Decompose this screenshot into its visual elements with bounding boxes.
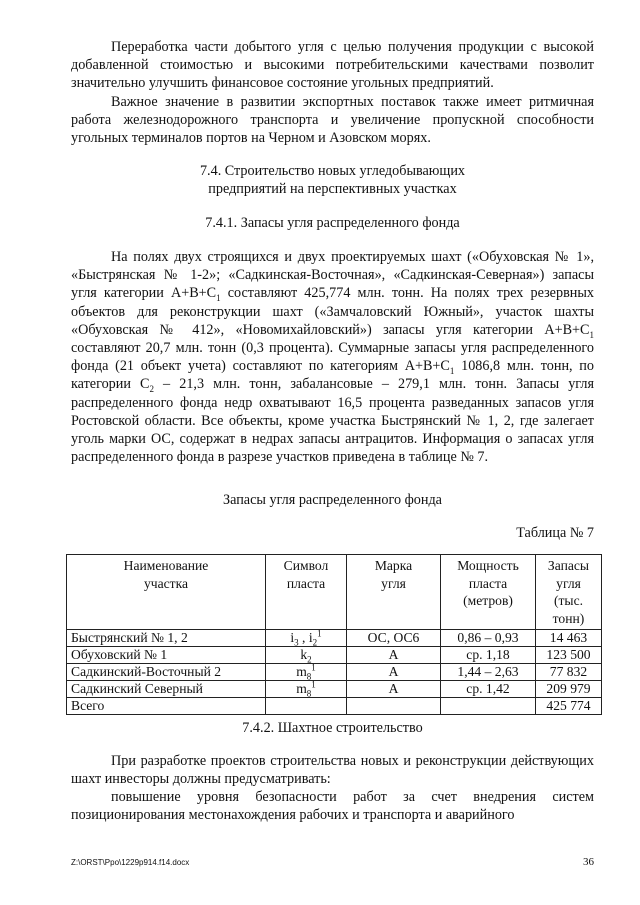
cell-grade: А: [347, 681, 441, 698]
cell-name: Садкинский-Восточный 2: [67, 664, 266, 681]
cell-symbol: $m_8^1$: [266, 664, 347, 681]
cell-thickness: ср. 1,18: [441, 647, 536, 664]
paragraph-processing: Переработка части добытого угля с целью получения продукции с высокой добавленной стоимостью и высокими потребительскими качествами позволит значительно улучшить финансовое состояние угольных предприятий.: [71, 39, 594, 92]
table-header-row: [67, 555, 602, 630]
reserves-text-b: составляют 425,774 млн. тонн. На полях трех резервных объектов для реконструкции шахт («Замчаловский Южный», участок шахты «Обуховская № 412», «Новомихайловский») запасы угля категории А+В+С: [71, 285, 594, 338]
cell-total-reserves: 425 774: [536, 698, 602, 715]
cell-symbol: $k_2$: [266, 647, 347, 664]
footer-file-path: Z:\ORST\Ppo\1229p914.f14.docx: [71, 858, 190, 867]
reserves-text-d: 1086,8 млн. тонн, по категории С: [71, 358, 594, 393]
table-row: [67, 681, 602, 698]
header-seam-thickness: Мощность пласта (метров): [441, 555, 536, 630]
reserves-text-c: составляют 20,7 млн. тонн (0,3 процента). Суммарные запасы угля распределенного фонда (21 объект учета) составляют по категориям А+В+С: [71, 340, 594, 375]
cell-reserves: 14 463: [536, 630, 602, 647]
subscript-1c: 1: [449, 366, 455, 377]
paragraph-safety: повышение уровня безопасности работ за счет внедрения систем позиционирования местонахождения рабочих и транспорта и аварийного: [71, 789, 594, 824]
section-heading-7-4-2: 7.4.2. Шахтное строительство: [242, 720, 423, 736]
paragraph-export: Важное значение в развитии экспортных поставок также имеет ритмичная работа железнодорожного транспорта и увеличение пропускной способности угольных терминалов портов на Черном и Азовском морях.: [71, 94, 594, 147]
cell-reserves: 209 979: [536, 681, 602, 698]
cell-reserves: 123 500: [536, 647, 602, 664]
cell-thickness: 0,86 – 0,93: [441, 630, 536, 647]
cell-symbol: $i_3$ , $i_2^1$: [266, 630, 347, 647]
section-heading-7-4-line2: предприятий на перспективных участках: [208, 181, 457, 197]
cell-total-label: Всего: [67, 698, 266, 715]
cell-name: Обуховский № 1: [67, 647, 266, 664]
page-number: 36: [583, 856, 594, 868]
header-site-name: Наименование участка: [67, 555, 266, 630]
subscript-1: 1: [216, 293, 221, 304]
subscript-2: 2: [149, 384, 154, 395]
reserves-text-e: – 21,3 млн. тонн, забалансовые – 279,1 млн. тонн. Запасы угля распределенного фонда недр охватывают 16,5 процента разведанных запасов угля Ростовской области. Все объекты, кроме участка Быстрянский № 1, 2, где залегает уголь марки ОС, содержат в недрах запасы антрацитов. Информация о запасах угля распределенного фонда в разрезе участков приведена в таблице № 7.: [71, 376, 594, 466]
table-row: [67, 647, 602, 664]
table-row: [67, 664, 602, 681]
paragraph-reserves: [71, 248, 594, 466]
table-row: [67, 630, 602, 647]
table-title: Запасы угля распределенного фонда: [223, 492, 442, 508]
reserves-text-a: На полях двух строящихся и двух проектируемых шахт («Обуховская № 1», «Быстрянская № 1-2»; «Садкинская-Восточная», «Садкинская-Северная») запасы угля категории А+В+С: [71, 249, 594, 302]
header-coal-reserves: Запасы угля (тыс. тонн): [536, 555, 602, 630]
table-total-row: [67, 698, 602, 715]
cell-grade: А: [347, 664, 441, 681]
table-number: Таблица № 7: [516, 525, 594, 541]
cell-name: Садкинский Северный: [67, 681, 266, 698]
header-seam-symbol: Символ пласта: [266, 555, 347, 630]
coal-reserves-table: [66, 554, 602, 715]
paragraph-construction: При разработке проектов строительства новых и реконструкции действующих шахт инвесторы должны предусматривать:: [71, 753, 594, 788]
cell-grade: ОС, ОС6: [347, 630, 441, 647]
cell-thickness: ср. 1,42: [441, 681, 536, 698]
section-heading-7-4-line1: 7.4. Строительство новых угледобывающих: [199, 163, 466, 179]
cell-grade: А: [347, 647, 441, 664]
cell-thickness: 1,44 – 2,63: [441, 664, 536, 681]
cell-reserves: 77 832: [536, 664, 602, 681]
cell-name: Быстрянский № 1, 2: [67, 630, 266, 647]
cell-symbol: $m_8^1$: [266, 681, 347, 698]
section-heading-7-4-1: 7.4.1. Запасы угля распределенного фонда: [205, 215, 460, 231]
subscript-1b: 1: [589, 329, 594, 340]
header-coal-grade: Марка угля: [347, 555, 441, 630]
